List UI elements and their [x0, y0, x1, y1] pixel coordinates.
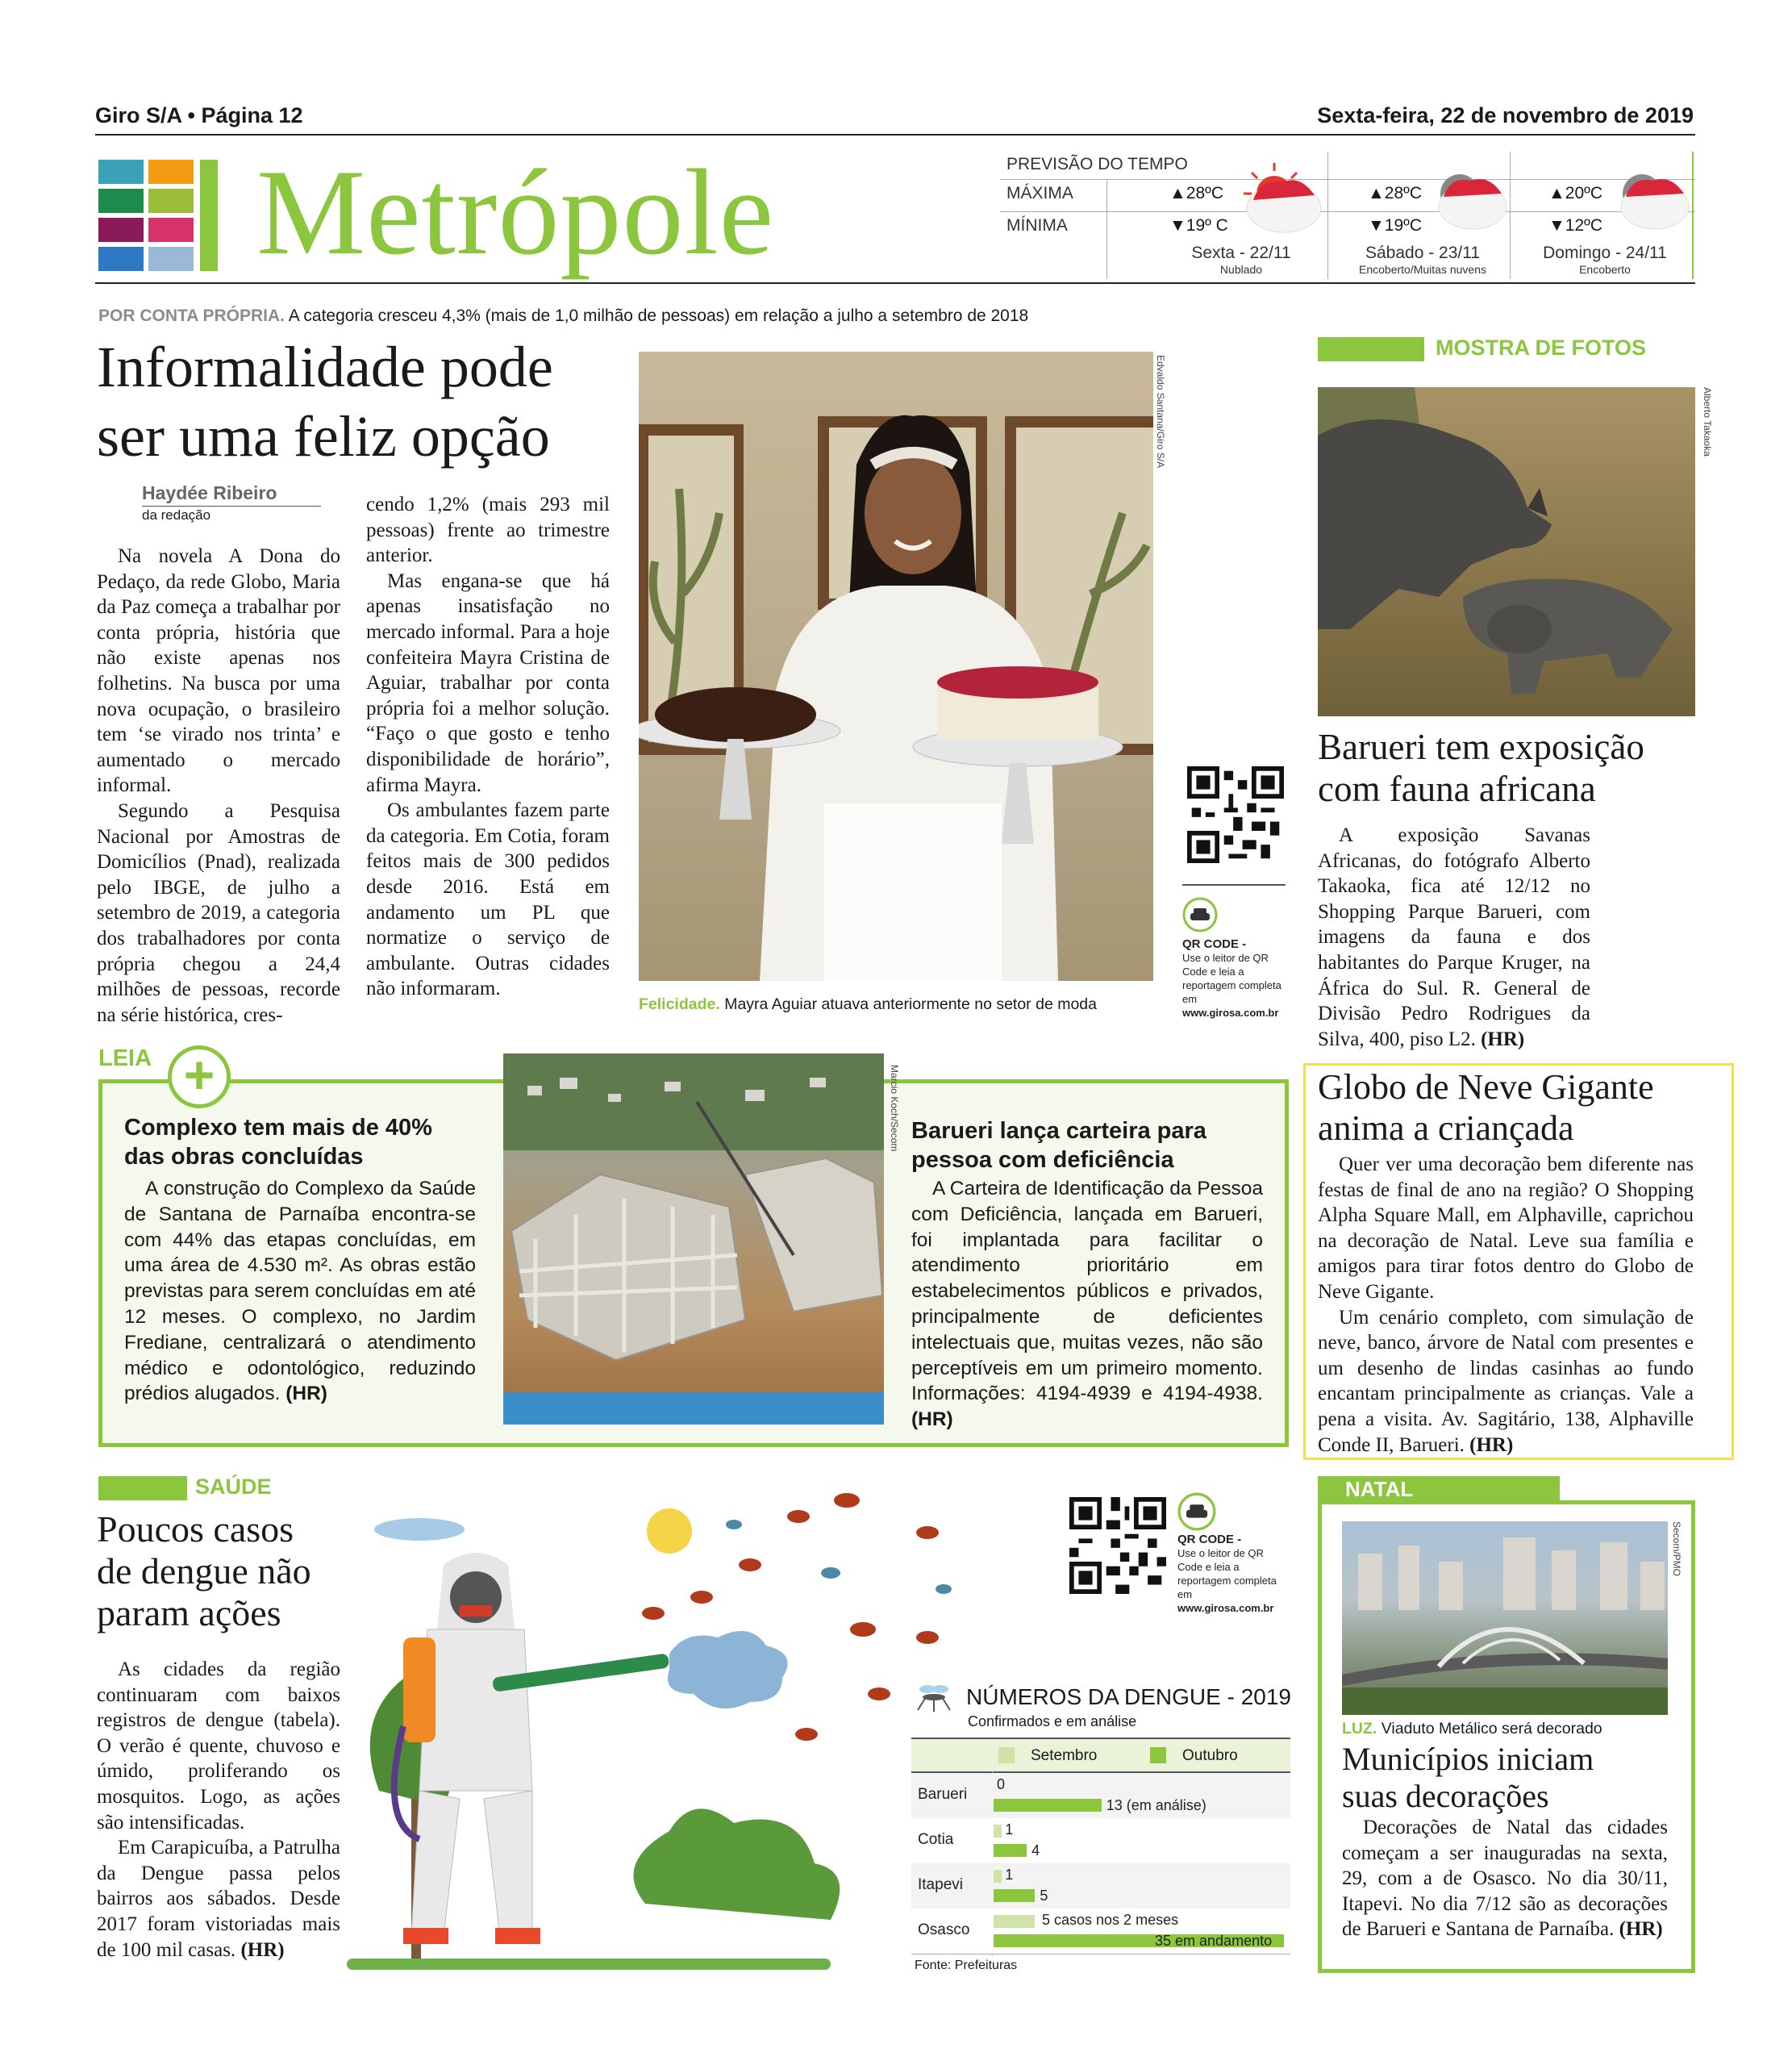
qr1-text: QR CODE - Use o leitor de QR Code e leia a reportagem completa em www.girosa.com.br: [1182, 937, 1281, 1019]
rhino-photo: [1318, 387, 1695, 716]
weather-day3-name: Domingo - 24/11: [1543, 244, 1667, 262]
taxi-icon: [1177, 1492, 1216, 1531]
cloud-icon: [1424, 160, 1508, 232]
bar-outubro-label: 35 em andamento: [1155, 1933, 1273, 1949]
weather-day3-min: ▼12ºC: [1548, 216, 1602, 235]
fotos-label: MOSTRA DE FOTOS: [1436, 336, 1647, 360]
table-row: [911, 1773, 1290, 1819]
main-headline: Informalidade pode ser uma feliz opção: [97, 335, 553, 469]
weather-day2-cond: Encoberto/Muitas nuvens: [1359, 263, 1486, 276]
bar-outubro-label: 13 (em análise): [1106, 1797, 1206, 1813]
weather-day2-min: ▼19ºC: [1368, 216, 1422, 235]
bar-outubro: [994, 1844, 1027, 1857]
page-date: Sexta-feira, 22 de novembro de 2019: [1317, 103, 1694, 127]
plus-icon: +: [168, 1045, 231, 1108]
weather-day3-max: ▲20ºC: [1548, 184, 1602, 202]
dengue-table-source: Fonte: Prefeituras: [915, 1959, 1018, 1972]
viaduct-photo: [1342, 1521, 1668, 1715]
dengue-table: [911, 1678, 1290, 1976]
bar-setembro: [994, 1870, 1002, 1883]
natal-headline: Municípios iniciam suas decorações: [1342, 1741, 1594, 1814]
sun-cloud-icon: [1236, 158, 1324, 236]
weather-day1-cond: Nublado: [1219, 263, 1263, 276]
fotos-body: A exposição Savanas Africanas, do fotógrafo Alberto Takaoka, fica até 12/12 no Shopping Parque Barueri, com imagens da fauna e dos habitantes do Parque Kruger, na África do Sul. R. General de Divisão Pedro Rodrigues da Silva, 400, piso L2. (HR): [1318, 824, 1590, 1050]
weather-min-label: MÍNIMA: [1006, 216, 1068, 235]
saude-label-bar: [98, 1476, 187, 1500]
weather-day1-name: Sexta - 22/11: [1191, 244, 1291, 262]
table-row-city: Osasco: [918, 1921, 970, 1938]
globo-body: Quer ver uma decoração bem diferente nas festas de final de ano na região? O Shopping Alpha Square Mall, em Alphaville, caprichou na decoração de Natal. Leve sua família e amigos para tirar fotos dentro do Globo de Neve Gigante. Um cenário completo, com simulação de neve, banco, árvore de Natal com presentes e um desenho de lindas casinhas ao fundo encantam principalmente as crianças. Vale a pena a visita. Av. Sagitário, 138, Alphaville Conde II, Barueri. (HR): [1318, 1153, 1694, 1456]
header-rule: [95, 134, 1695, 136]
bar-setembro: [994, 1825, 1002, 1838]
qr-code-icon[interactable]: [1187, 766, 1284, 863]
main-photo-confeiteira: [639, 352, 1153, 981]
header-bottom-rule: [95, 282, 1695, 284]
table-row-city: Cotia: [918, 1831, 954, 1848]
bar-outubro: [994, 1889, 1035, 1902]
saude-headline: Poucos casos de dengue não param ações: [97, 1508, 311, 1633]
bar-setembro-label: 1: [1005, 1821, 1014, 1838]
construction-photo: [503, 1053, 884, 1425]
weather-day1-max: ▲28ºC: [1169, 184, 1223, 202]
weather-day1-min: ▼19º C: [1169, 216, 1228, 235]
bar-setembro-label: 1: [1005, 1867, 1014, 1883]
weather-day2-max: ▲28ºC: [1368, 184, 1422, 202]
qr2-text: QR CODE - Use o leitor de QR Code e leia a reportagem completa em www.girosa.com.br: [1177, 1533, 1277, 1614]
leia-story2-body: A Carteira de Identificação da Pessoa com Deficiência, lançada em Barueri, foi implantada para facilitar o atendimento prioritário em estabelecimentos públicos e privados, principalmente de deficientes intelectuais que, muitas vezes, não são perceptíveis em um primeiro momento. Informações: 4194-4939 e 4194-4938. (HR): [911, 1178, 1263, 1431]
rhino-photo-credit: Alberto Takaoka: [1702, 387, 1713, 457]
main-photo-caption: Felicidade. Mayra Aguiar atuava anteriormente no setor de moda: [639, 995, 1097, 1013]
main-photo-credit: Edvaldo Santana/Giro S/A: [1155, 355, 1166, 469]
table-row-city: Barueri: [918, 1786, 968, 1803]
section-logo: [98, 160, 244, 271]
leia-label: LEIA: [98, 1045, 152, 1071]
main-col1: Na novela A Dona do Pedaço, da rede Globo, Maria da Paz começa a trabalhar por conta própria, história que não existe apenas nos folhetins. Na busca por uma nova ocupação, o brasileiro tem ‘se virado nos trinta’ e aumentado o mercado informal. Segundo a Pesquisa Nacional por Amostras de Domicílios (Pnad), realizada pelo IBGE, de julho a setembro de 2019, a categoria dos trabalhadores por conta própria chegou a 24,4 milhões de pessoas, recorde na série histórica, cres-: [97, 545, 340, 1026]
table-row: [911, 1863, 1290, 1909]
bar-setembro: [994, 1915, 1035, 1928]
construction-photo-credit: Marcio Koch/Secom: [889, 1065, 900, 1152]
weather-day3-cond: Encoberto: [1579, 263, 1631, 276]
byline: Haydée Ribeiro da redação: [142, 482, 321, 524]
saude-label: SAÚDE: [195, 1475, 272, 1499]
natal-body: Decorações de Natal das cidades começam a ser inauguradas na sexta, 29, com a de Osasco. No dia 30/11, Itapevi. No dia 7/12 são as decorações de Barueri e Santana de Parnaíba. (HR): [1342, 1817, 1668, 1941]
bar-outubro: [994, 1799, 1102, 1812]
legend-out-swatch: [1150, 1747, 1166, 1763]
page-folio-left: Giro S/A • Página 12: [95, 103, 303, 127]
table-row: [911, 1818, 1290, 1864]
leia-story2-title: Barueri lança carteira para pessoa com deficiência: [911, 1118, 1206, 1173]
table-row-city: Itapevi: [918, 1876, 963, 1893]
taxi-icon: [1182, 897, 1218, 932]
legend-sep-label: Setembro: [1031, 1747, 1098, 1764]
section-title: Metrópole: [256, 144, 775, 280]
dengue-table-title: NÚMEROS DA DENGUE - 2019: [966, 1684, 1291, 1709]
cloud-icon: [1607, 160, 1690, 232]
weather-title: PREVISÃO DO TEMPO: [1006, 155, 1188, 173]
bar-setembro-label: 0: [997, 1776, 1006, 1792]
fotos-headline: Barueri tem exposição com fauna africana: [1318, 727, 1644, 809]
bar-outubro-label: 5: [1040, 1888, 1048, 1904]
legend-sep-swatch: [998, 1747, 1015, 1763]
mosquito-icon: [915, 1681, 953, 1713]
bar-outubro-label: 4: [1031, 1842, 1040, 1858]
weather-max-label: MÁXIMA: [1006, 184, 1073, 202]
bar-setembro-label: 5 casos nos 2 meses: [1042, 1912, 1179, 1928]
leia-story1-title: Complexo tem mais de 40% das obras concluídas: [124, 1115, 432, 1170]
weather-forecast: [1000, 152, 1695, 279]
leia-story1-body: A construção do Complexo da Saúde de Santana de Parnaíba encontra-se com 44% das etapas concluídas, em uma área de 4.530 m². As obras estão previstas para serem concluídas em até 12 meses. O complexo, no Jardim Frediane, centralizará o atendimento médico e odontológico, reduzindo prédios alugados. (HR): [124, 1178, 476, 1405]
kicker: POR CONTA PRÓPRIA. A categoria cresceu 4,3% (mais de 1,0 milhão de pessoas) em relação a julho a setembro de 2018: [98, 307, 1029, 325]
qr1-divider: [1182, 884, 1286, 886]
fotos-label-bar: [1318, 337, 1424, 361]
dengue-illustration: [347, 1484, 960, 1976]
qr-code-icon[interactable]: [1069, 1497, 1166, 1594]
viaduct-caption: LUZ. Viaduto Metálico será decorado: [1342, 1720, 1602, 1738]
main-col2: cendo 1,2% (mais 293 mil pessoas) frente ao trimestre anterior. Mas engana-se que há apenas insatisfação no mercado informal. Para a hoje confeiteira Mayra Cristina de Aguiar, trabalhar por conta própria foi a melhor solução. “Faço o que gosto e tenho disponibilidade de horário”, afirma Mayra. Os ambulantes fazem parte da categoria. Em Cotia, foram feitos mais de 300 pedidos desde 2016. Está em andamento um PL que normatize o serviço de ambulante. Outras cidades não informaram.: [366, 494, 610, 1000]
legend-out-label: Outubro: [1182, 1747, 1238, 1764]
dengue-table-subtitle: Confirmados e em análise: [968, 1713, 1137, 1729]
viaduct-photo-credit: Secom/PMO: [1671, 1521, 1682, 1577]
saude-body: As cidades da região continuaram com baixos registros de dengue (tabela). O verão é quente, chuvoso e úmido, proliferando os mosquitos. Logo, as ações são intensificadas. Em Carapicuíba, a Patrulha da Dengue passa pelos bairros aos sábados. Desde 2017 foram vistoriadas mais de 100 mil casas. (HR): [97, 1658, 340, 1961]
weather-day2-name: Sábado - 23/11: [1365, 244, 1481, 262]
globo-headline: Globo de Neve Gigante anima a criançada: [1318, 1067, 1654, 1148]
natal-label: NATAL: [1345, 1477, 1414, 1501]
